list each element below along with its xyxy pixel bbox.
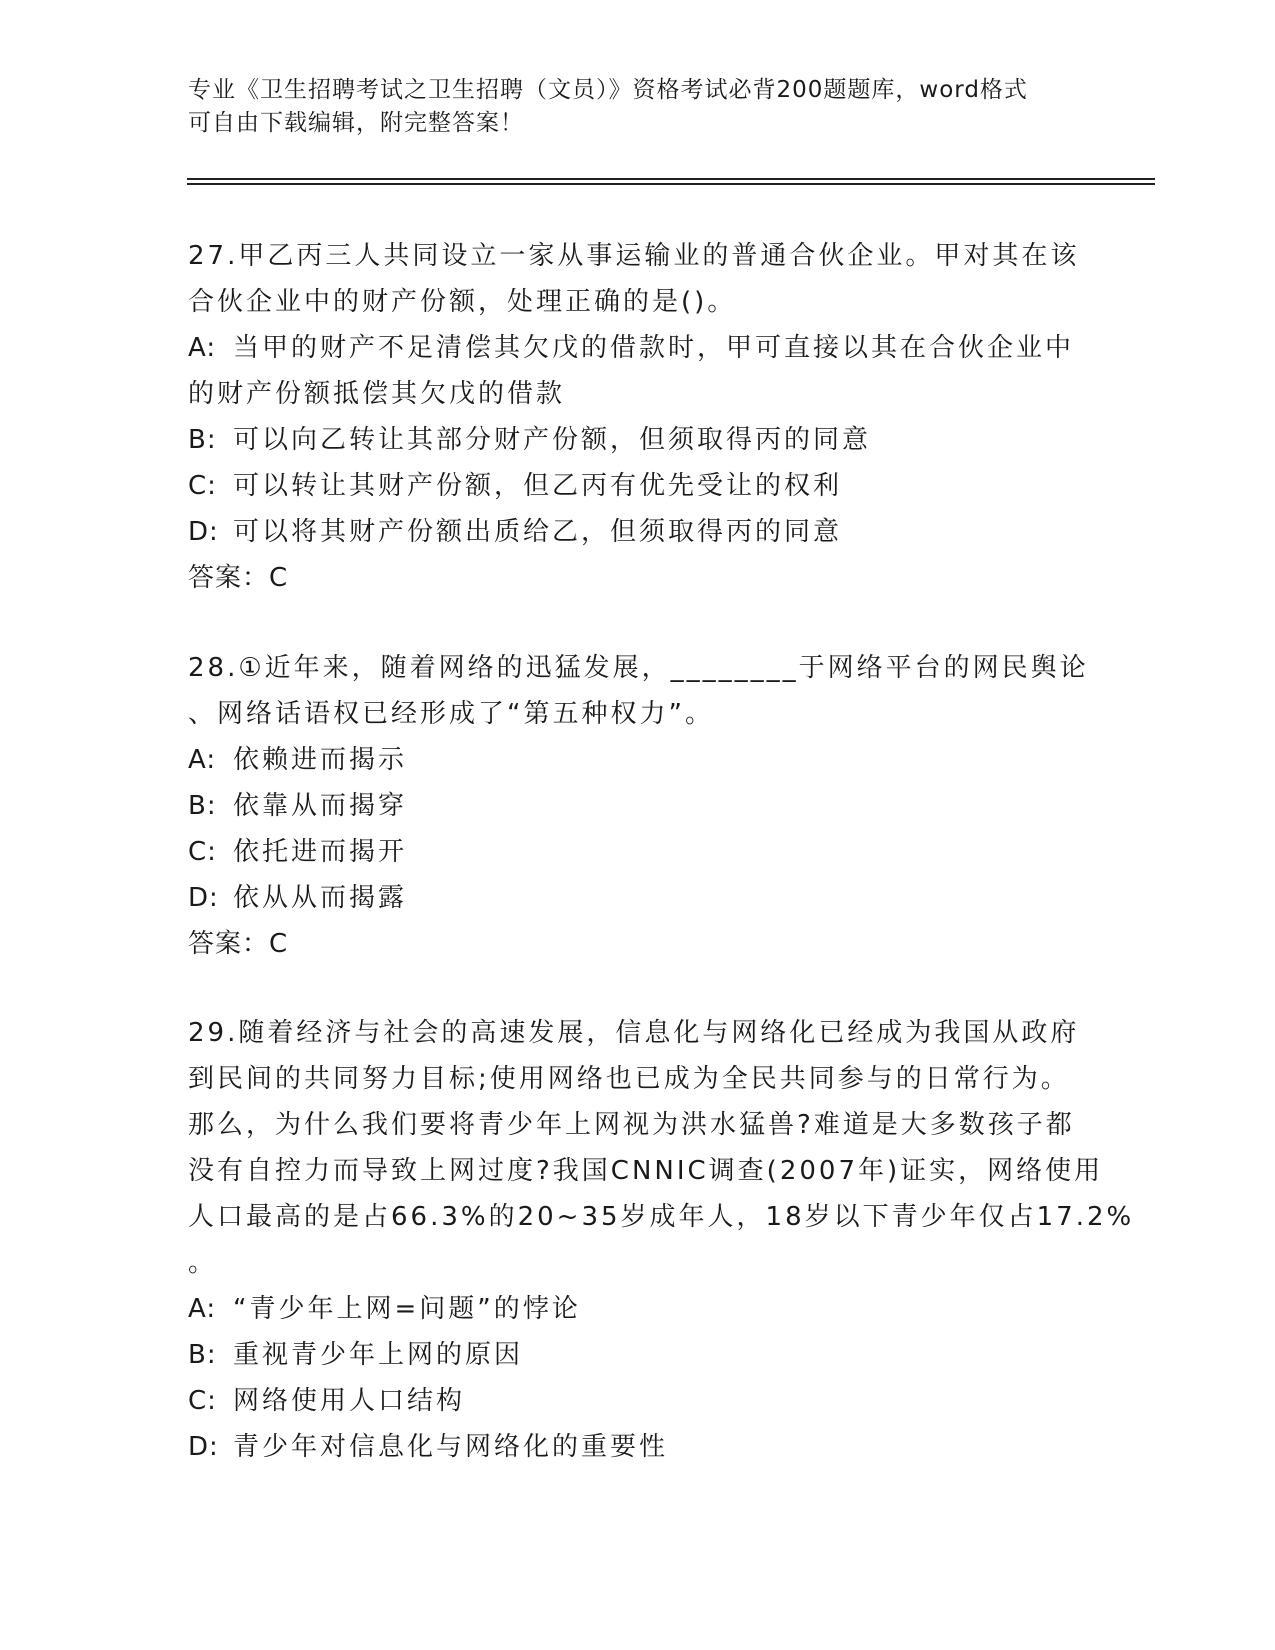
- option-text: 依托进而揭开: [233, 837, 408, 867]
- header-divider-top: [187, 178, 1155, 180]
- question-text-line: 28.①近年来，随着网络的迅猛发展，________于网络平台的网民舆论: [188, 653, 1089, 683]
- option-key: B:: [188, 791, 217, 821]
- answer-line: 答案：C: [188, 929, 289, 959]
- question-text-line: 到民间的共同努力目标;使用网络也已成为全民共同参与的日常行为。: [188, 1064, 1070, 1094]
- option-c: [188, 829, 1088, 875]
- option-key: B:: [188, 1340, 217, 1370]
- option-d: [188, 1424, 1088, 1470]
- question-text-line: 29.随着经济与社会的高速发展，信息化与网络化已经成为我国从政府: [188, 1018, 1080, 1048]
- option-b: [188, 1332, 1088, 1378]
- option-key: A:: [188, 333, 217, 363]
- option-key: C:: [188, 1386, 217, 1416]
- option-c: [188, 1378, 1088, 1424]
- option-key: D:: [188, 1432, 219, 1462]
- option-a: [188, 737, 1088, 783]
- question-text-line: 人口最高的是占66.3%的20~35岁成年人，18岁以下青少年仅占17.2%: [188, 1202, 1135, 1232]
- option-text: 青少年对信息化与网络化的重要性: [233, 1432, 669, 1462]
- option-d: [188, 875, 1088, 921]
- header-line-2: 可自由下载编辑，附完整答案！: [188, 110, 524, 136]
- option-c: [188, 463, 1088, 509]
- option-text: 可以将其财产份额出质给乙，但须取得丙的同意: [233, 517, 843, 547]
- option-b: [188, 417, 1088, 463]
- question-text-line: 那么，为什么我们要将青少年上网视为洪水猛兽?难道是大多数孩子都: [188, 1110, 1075, 1140]
- option-text: 当甲的财产不足清偿其欠戊的借款时，甲可直接以其在合伙企业中: [233, 333, 1075, 363]
- question-text-line: 27.甲乙丙三人共同设立一家从事运输业的普通合伙企业。甲对其在该: [188, 241, 1080, 271]
- option-text: 网络使用人口结构: [233, 1386, 466, 1416]
- option-key: C:: [188, 837, 217, 867]
- option-key: D:: [188, 883, 219, 913]
- option-text: 的财产份额抵偿其欠戊的借款: [188, 379, 566, 409]
- question-27: [188, 233, 1088, 601]
- option-d: [188, 509, 1088, 555]
- option-text: 依赖进而揭示: [233, 745, 408, 775]
- question-28: [188, 645, 1088, 967]
- option-key: B:: [188, 425, 217, 455]
- question-29: [188, 1010, 1135, 1470]
- option-text: “青少年上网=问题”的悖论: [233, 1294, 581, 1324]
- question-text-line: 没有自控力而导致上网过度?我国CNNIC调查(2007年)证实，网络使用: [188, 1156, 1104, 1186]
- option-b: [188, 783, 1088, 829]
- option-text: 依靠从而揭穿: [233, 791, 408, 821]
- header-line-1: 专业《卫生招聘考试之卫生招聘（文员）》资格考试必背200题题库，word格式: [188, 77, 1028, 103]
- option-key: A:: [188, 745, 217, 775]
- question-text-line: 合伙企业中的财产份额，处理正确的是()。: [188, 287, 737, 317]
- option-text: 依从从而揭露: [233, 883, 408, 913]
- option-key: C:: [188, 471, 217, 501]
- document-header: [188, 74, 1088, 140]
- option-a: [188, 325, 1088, 371]
- option-text: 可以向乙转让其部分财产份额，但须取得丙的同意: [233, 425, 872, 455]
- option-key: A:: [188, 1294, 217, 1324]
- option-a: [188, 1286, 1088, 1332]
- option-key: D:: [188, 517, 219, 547]
- option-text: 重视青少年上网的原因: [233, 1340, 524, 1370]
- answer-line: 答案：C: [188, 563, 289, 593]
- question-text-line: 、网络话语权已经形成了“第五种权力”。: [188, 699, 714, 729]
- header-divider-bottom: [187, 183, 1155, 185]
- option-text: 可以转让其财产份额，但乙丙有优先受让的权利: [233, 471, 843, 501]
- option-a-continued: [188, 371, 1088, 417]
- question-text-line: 。: [188, 1248, 218, 1278]
